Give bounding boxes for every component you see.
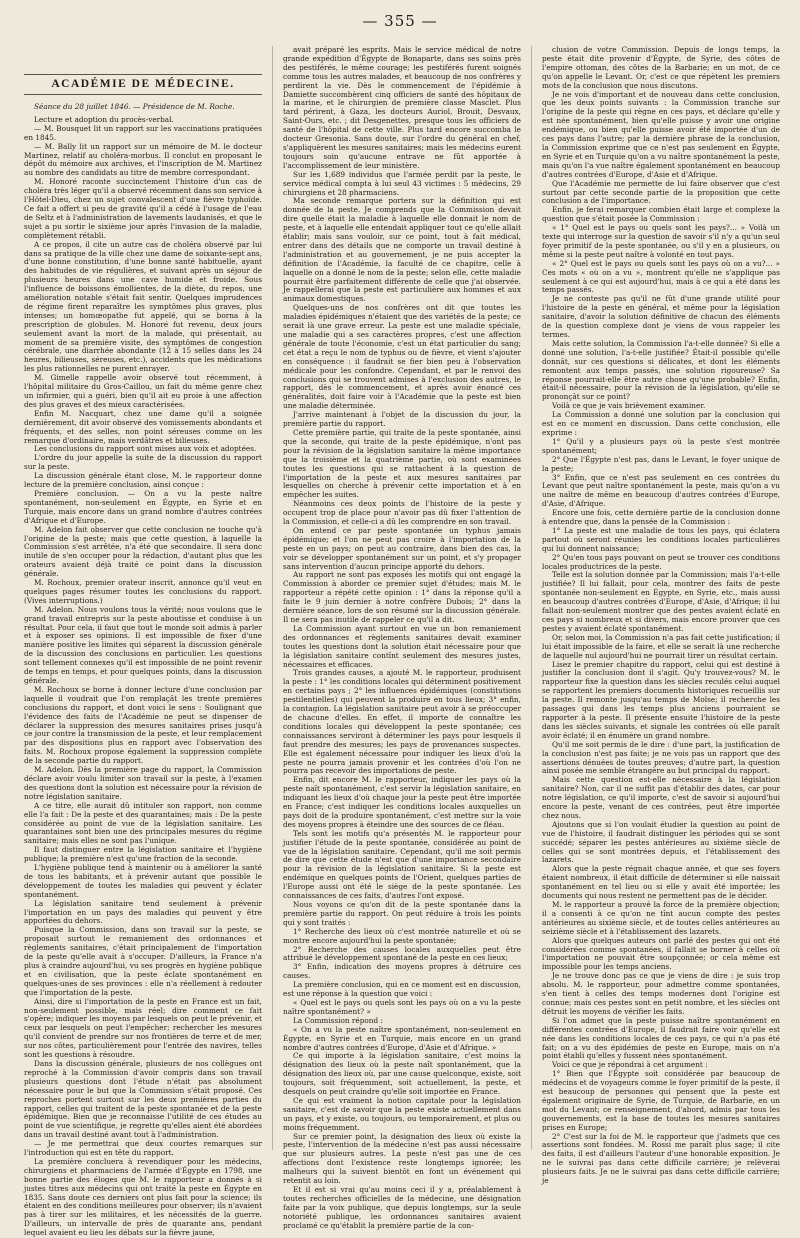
paragraph: Si l'on admet que la peste puisse naître spontanément en différentes contrées d'Europe, il faudrait faire voir qu'elle est née dans les conditions locales de ces pays, ce qui n'a pas été fait; on a vu des épidémies de peste en Europe, mais on n'a point établi qu'elles y fussent nées spontanément.	[542, 1015, 780, 1061]
column-1	[24, 46, 262, 1238]
paragraph: 3° Enfin, que ce n'est pas seulement en ces contrées du Levant que peut naître spontanément la peste, mais qu'on a vu une naître de même en beaucoup d'autres contrées d'Europe, d'Asie, d'Afrique.	[542, 472, 780, 509]
paragraph: M. Rochoux, premier orateur inscrit, annonce qu'il veut en quelques pages résumer toutes les conclusions du rapport. (Vives interruptions.)	[24, 578, 262, 605]
page-number: — 355 —	[362, 12, 438, 30]
paragraph: Telle est la solution donnée par la Commission; mais l'a-t-elle justifiée? Il lui fallait, pour cela, montrer des faits de peste spontanée non-seulement en Égypte, en Syrie, etc., mais aussi en beaucoup d'autres contrées d'Europe, d'Asie, d'Afrique; il lui fallait non-seulement montrer que des pestes avaient éclaté en ces pays si nombreux et si divers, mais encore prouver que ces pestes y avaient éclaté spontanément.	[542, 570, 780, 633]
paragraph: Lisez le premier chapitre du rapport, celui qui est destiné à justifier la conclusion dont il s'agit. Qu'y trouvez-vous? M. le rapporteur fixe la question dans les siècles reculés celui auquel se rapportent les premiers documents historiques recueillis sur la peste. Il remonte jusqu'au temps de Moïse; il recherche les passages qui dans les temps plus anciens pourraient se rapporter à la peste. Il présente ensuite l'histoire de la peste dans les siècles suivants, et signale les contrées où elle paraît avoir éclaté; il en énumère un grand nombre.	[542, 659, 780, 740]
paragraph: M. Gimelle rappelle avoir observé tout récemment, à l'hôpital militaire du Gros-Caillou, un fait du même genre chez un infirmier, qui a guéri, bien qu'il ait eu proie à une affection des plus graves et des mieux caractérisées.	[24, 373, 262, 409]
paragraph: Lecture et adoption du procès-verbal.	[34, 114, 174, 124]
paragraph: Alors que quelques auteurs ont parlé des pestes qui ont été considérées comme spontanées, il fallait se borner à celles où l'importation ne pouvait être soupçonnée; or cela même est impossible pour les temps anciens.	[542, 935, 780, 972]
paragraph: « 2° Quel est le pays ou quels sont les pays où on a vu?... » Ces mots « où on a vu », montrent qu'elle ne s'applique pas seulement à ce qui est aujourd'hui, mais à ce qui a été dans les temps passés.	[542, 258, 780, 295]
paragraph: Voilà ce que je vais brièvement examiner.	[552, 401, 706, 411]
paragraph: Encore une fois, cette dernière partie de la conclusion donne à entendre que, dans la pensée de la Commission :	[542, 508, 780, 527]
paragraph: M. Adelon. Nous voulons tous la vérité; nous voulons que le grand travail entrepris sur la peste aboutisse et conduise à un résultat. Pour cela, il faut que tout le monde soit admis à parler et à exposer ses opinions. Il est impossible de fixer d'une manière positive les limites qui séparent la discussion générale de la discussion des conclusions en particulier. Les questions sont tellement connexes qu'il est impossible de ne point revenir de temps en temps, et pour quelques points, dans la discussion générale.	[24, 604, 262, 685]
paragraph: — Je me permettrai que deux courtes remarques sur l'introduction qui est en tête du rapport.	[24, 1139, 262, 1158]
paragraph: Tels sont les motifs qu'a présentés M. le rapporteur pour justifier l'étude de la peste spontanée, considérée au point de vue de la législation sanitaire. Cependant, qu'il me soit permis de dire que cette étude n'est que d'une importance secondaire pour la révision de la législation sanitaire. Si la peste est endémique en quelques points de l'Orient, quelques parties de l'Europe aussi ont été le siège de la peste spontanée. Les connaissances de ces faits, d'autres l'ont exposé.	[283, 828, 521, 901]
paragraph: 2° Recherche des causes locales auxquelles peut être attribué le développement spontané de la peste en ces lieux;	[283, 944, 521, 963]
paragraph: — M. Bally lit un rapport sur un mémoire de M. le docteur Martinez, relatif au choléra-morbus. Il conclut en proposant le dépôt du mémoire aux archives, et l'inscription de M. Martinez au nombre des candidats au titre de membre correspondant.	[24, 141, 262, 178]
text-columns	[24, 45, 780, 1238]
paragraph: Au rapport ne sont pas exposés les motifs qui ont engagé la Commission à aborder ce premier sujet d'études; mais M. le rapporteur a répété cette opinion : 1° dans la réponse qu'il a faite le 9 juin dernier à notre confrère Dubois; 2° dans la dernière séance, lors de son résumé sur la discussion générale. Il ne sera pas inutile de rappeler ce qu'il a dit.	[283, 570, 521, 624]
paragraph: La législation sanitaire tend seulement à prévenir l'importation en un pays des maladies qui peuvent y être apportées du dehors.	[24, 898, 262, 926]
paragraph: 2° Que l'Égypte n'est pas, dans le Levant, le foyer unique de la peste;	[542, 454, 780, 473]
column-2	[283, 45, 521, 1230]
paragraph: On entend ce par peste spontanée un typhus jamais épidémique; et l'on ne peut pas croire à l'importation de la peste en un pays; on peut au contraire, dans bien des cas, la voir se développer spontanément sur un point, et s'y propager sans intervention d'aucun principe apporté du dehors.	[283, 525, 521, 571]
paragraph: La première concluera à revendiquer pour les médecins, chirurgiens et pharmaciens de l'armée d'Égypte en 1798, une bonne partie des éloges que M. le rapporteur a donnés à si justes titres aux médecins qui ont traité la peste en Égypte en 1835. Sans doute ces derniers ont plus fait pour la science; ils étaient en des conditions meilleures pour observer; ils n'avaient pas à tirer sur les militaires, et les nécessités de la guerre. D'ailleurs, un intervalle de près de quarante ans, pendant lequel avaient eu lieu les débats sur la fièvre jaune,	[24, 1156, 262, 1238]
paragraph: « On a vu la peste naître spontanément, non-seulement en Égypte, en Syrie et en Turquie, mais encore en un grand nombre d'autres contrées d'Europe, d'Asie et d'Afrique. »	[283, 1024, 521, 1052]
session-line: Séance du 28 juillet 1846. — Présidence de M. Roche.	[34, 102, 235, 111]
paragraph: Mais cette solution, la Commission l'a-t-elle donnée? Si elle a donné une solution, l'a-t-elle justifiée? Était-il possible qu'elle donnât, sur ces questions si délicates, et dont les éléments remontent aux temps passés, une solution rigoureuse? Sa réponse pourrait-elle être autre chose qu'une probable? Enfin, était-il nécessaire, pour la révision de la législation, qu'elle se prononçât sur ce point?	[542, 338, 780, 402]
paragraph: 2° C'est sur la foi de M. le rapporteur que j'admets que ces assertions sont fondées. M. Rossi me paraît plus sage; il cite des faits, il est d'ailleurs l'auteur d'une honorable exposition. Je ne le suivrai pas dans cette difficile carrière; je relèverai plusieurs faits. Je ne le suivrai pas dans cette difficile carrière; je	[542, 1131, 780, 1186]
paragraph: Ajoutons que si l'on voulait étudier la question au point de vue de l'histoire, il faudrait distinguer les périodes qui se sont succédé; séparer les pestes antérieures au sixième siècle de celles qui se sont montrées depuis, et l'établissement des lazarets.	[542, 819, 780, 865]
paragraph: Les conclusions du rapport sont mises aux voix et adoptées.	[34, 444, 257, 454]
paragraph: Et il est si vrai qu'au moins ceci il y a, préalablement à toutes recherches officielles de la médecine, une désignation faite par la voix publique, que depuis longtemps, sur la seule notoriété publique, les ordonnances sanitaires avaient proclamé ce qu'établit la première partie de la con-	[283, 1185, 521, 1230]
paragraph: Sur ce premier point, la désignation des lieux où existe la peste, l'intervention de la médecine n'est pas aussi nécessaire que sur plusieurs autres. La peste n'est pas une de ces affections dont l'existence reste longtemps ignorée; les malheurs qui la suivent bientôt en font un événement qui retentit au loin.	[283, 1131, 521, 1186]
paragraph: Je ne trouve donc pas ce que je viens de dire : je suis trop absolu. M. le rapporteur, pour admettre comme spontanées, s'en tient à celles des temps modernes dont l'origine est connue; mais ces pestes sont en petit nombre, et les siècles ont détruit les moyens de vérifier les faits.	[542, 971, 780, 1016]
paragraph: Nous voyons ce qu'on dit de la peste spontanée dans la première partie du rapport. On peut réduire à trois les points qui y sont traités :	[283, 900, 521, 927]
paragraph: La Commission répond :	[293, 1015, 383, 1025]
paragraph: Enfin, dit encore M. le rapporteur, indiquer les pays où la peste naît spontanément, c'est servir la législation sanitaire, en indiquant les lieux d'où chaque jour la peste peut être importée en France; c'est indiquer les conditions locales auxquelles un pays doit de la produire spontanément, c'est mettre sur la voie des moyens propres à éteindre une des sources de ce fléau.	[283, 775, 521, 829]
paragraph: 1° La peste est une maladie de tous les pays, qui éclatera partout où seront réunies les conditions locales particulières qui lui donnent naissance;	[542, 525, 780, 553]
section-title: ACADÉMIE DE MÉDECINE.	[24, 74, 262, 95]
paragraph: Enfin, je ferai remarquer combien était large et complexe la question que s'était posée la Commission :	[542, 205, 780, 224]
paragraph: L'hygiène publique tend à maintenir ou à améliorer la santé de tous les habitants, et à prévenir autant que possible le développement de toutes les maladies qui peuvent y éclater spontanément.	[24, 863, 262, 899]
paragraph: Mais cette question est-elle nécessaire à la législation sanitaire? Non, car il ne suffit pas d'établir des dates, car pour notre législation, ce qu'il importe, c'est de savoir si aujourd'hui encore la peste, venant de ces contrées, peut être importée chez nous.	[542, 775, 780, 820]
paragraph: Néanmoins ces deux points de l'histoire de la peste y occupent trop de place pour n'avoir pas dû fixer l'attention de la Commission, et celle-ci a dû les comprendre en son travail.	[283, 499, 521, 527]
paragraph: L'ordre du jour appelle la suite de la discussion du rapport sur la peste.	[24, 453, 262, 472]
paragraph: La Commission a donné une solution par la conclusion qui est en ce moment en discussion. Dans cette conclusion, elle exprime :	[542, 410, 780, 437]
paragraph: Ce qui est vraiment la notion capitale pour la législation sanitaire, c'est de savoir que la peste existe actuellement dans un pays, et y existe, ou toujours, ou temporairement, et plus ou moins fréquemment.	[283, 1095, 521, 1132]
paragraph: Ainsi, dire si l'importation de la peste en France est un fait, non-seulement possible, mais réel; dire comment ce fait s'opère; indiquer les moyens par lesquels on peut le prévenir, et ceux par lesquels on peut l'empêcher; rechercher les mesures qu'il convient de prendre sur nos frontières de terre et de mer, sur nos côtes, particulièrement pour l'entrée des navires, telles sont les questions à résoudre.	[24, 996, 262, 1060]
paragraph: Enfin M. Nacquart, chez une dame qu'il a soignée dernièrement, dit avoir observé des vomissements abondants et fréquents, et des selles, non point séreuses comme on les remarque d'ordinaire, mais verdâtres et bilieuses.	[24, 408, 262, 445]
column-divider	[531, 46, 532, 1150]
paragraph: M. Rochoux se borne à donner lecture d'une conclusion par laquelle il voudrait que l'on remplaçât les trente premières conclusions du rapport, et dont voici le sens : Soulignant que l'évidence des faits de l'Académie ne peut se dispenser de déclarer la suppression des mesures sanitaires prises jusqu'à ce jour contre la transmission de la peste, et leur remplacement par des dispositions plus en rapport avec l'observation des faits. M. Rochoux propose également la suppression complète de la seconde partie du rapport.	[24, 684, 262, 766]
paragraph: Il faut distinguer entre la législation sanitaire et l'hygiène publique; la première n'est qu'une fraction de la seconde.	[24, 845, 262, 864]
paragraph: Or, selon moi, la Commission n'a pas fait cette justification; il lui était impossible de la faire, et elle se serait là une recherche de laquelle nul aujourd'hui ne pourrait tirer un résultat certain.	[542, 632, 780, 660]
paragraph: Quelques-uns de nos confrères ont dit que toutes les maladies épidémiques n'étaient que des variétés de la peste; ce serait là une grave erreur. La peste est une maladie spéciale, une maladie qui a ses caractères propres, c'est une affection générale de toute l'économie, c'est un état particulier du sang; cet état a reçu le nom de typhus ou de fièvre, et vient s'ajouter en conséquence : il faudrait se fier bien peu à l'observation médicale pour les confondre. Cependant, et par le renvoi des conclusions qui se trouvent admises à l'exclusion des autres, le rapport, dès le commencement, et après avoir énoncé ces généralités, doit faire voir à l'Académie que la peste est bien une maladie déterminée.	[283, 303, 521, 411]
paragraph: La discussion générale étant close, M. le rapporteur donne lecture de la première conclusion, ainsi conçue :	[24, 471, 262, 490]
paragraph: Qu'il me soit permis de le dire : d'une part, la justification de la conclusion n'est pas faite; je ne vois pas un rapport que des assertions dénuées de toutes preuves; d'autre part, la question ainsi posée me semble étrangère au but principal du rapport.	[542, 739, 780, 776]
paragraph: 3° Enfin, indication des moyens propres à détruire ces causes.	[283, 962, 521, 981]
paragraph: « 1° Quel est le pays ou quels sont les pays?... » Voilà un texte qui interroge sur la question de savoir s'il n'y a qu'un seul foyer primitif de la peste spontanée, ou s'il y en a plusieurs, ou même si la peste peut naître à volonté en tout pays.	[542, 223, 780, 259]
paragraph: Première conclusion. — On a vu la peste naître spontanément, non-seulement en Égypte, en Syrie et en Turquie, mais encore dans un grand nombre d'autres contrées d'Afrique et d'Europe.	[24, 488, 262, 525]
paragraph: Dans la discussion générale, plusieurs de nos collègues ont reproché à la Commission d'avoir compris dans son travail plusieurs questions dont l'étude n'était pas absolument nécessaire pour le but que la Commission s'était proposé. Ces reproches portent surtout sur les deux premières parties du rapport, celles qui traitent de la peste spontanée et de la peste épidémique. Bien que je reconnaisse l'utilité de ces études au point de vue scientifique, je regrette qu'elles aient été abordées dans un travail destiné avant tout à l'administration.	[24, 1058, 262, 1140]
paragraph: 1° Bien que l'Égypte soit considérée par beaucoup de médecins et de voyageurs comme le foyer primitif de la peste, il est beaucoup de personnes qui pensent que la peste est également originaire de Syrie, de Turquie, de Barbarie, en un mot du Levant; ce renseignement, d'abord, admis par tous les gouvernements, est la base de toutes les mesures sanitaires prises en Europe;	[542, 1069, 780, 1132]
paragraph: Puisque la Commission, dans son travail sur la peste, se proposait surtout le remaniement des ordonnances et règlements sanitaires, c'était principalement de l'importation de la peste qu'elle avait à s'occuper. D'ailleurs, la France n'a plus à craindre aujourd'hui, vu ses progrès en hygiène publique et en civilisation, que la peste éclate spontanément en quelques-unes de ses provinces : elle n'a réellement à redouter que l'importation de la peste.	[24, 925, 262, 997]
paragraph: Sur les 1,689 individus que l'armée perdit par la peste, le service médical compta à lui seul 43 victimes : 5 médecins, 29 chirurgiens et 28 pharmaciens.	[283, 169, 521, 197]
paragraph: Ce qui importe à la législation sanitaire, c'est moins la désignation des lieux où la peste naît spontanément, que la désignation des lieux où, par une cause quelconque, existe, soit toujours, soit fréquemment, soit actuellement, la peste, et desquels on peut craindre qu'elle soit importée en France.	[283, 1051, 521, 1097]
paragraph: A ce propos, il cite un autre cas de choléra observé par lui dans sa pratique de la ville chez une dame de soixante-sept ans, d'une bonne constitution, d'une bonne santé habituelle, ayant des habitudes de vie régulières, et suivant après un séjour de plusieurs heures dans une cave humide et froide. Sous l'influence de boissons émollientes, de la diète, du repos, une amélioration notable s'était fait sentir. Quelques imprudences de régime firent reparaître les symptômes plus graves, plus intenses; un homœopathe fut appelé, qui se borna à la prescription de globules. M. Honoré fut revenu, deux jours seulement avant la mort de la malade, qui présentait, au moment de sa première visite, des symptômes de congestion cérébrale, une diarrhée abondante (12 à 15 selles dans les 24 heures, bilieuses, séreuses, etc.), accidents que les médications les plus rationnelles ne purent enrayer.	[24, 239, 262, 374]
column-3	[542, 45, 780, 1186]
paragraph: J'arrive maintenant à l'objet de la discussion du jour, la première partie du rapport.	[283, 410, 521, 429]
paragraph: A ce titre, elle aurait dû intituler son rapport, non comme elle l'a fait : De la peste et des quarantaines; mais : De la peste considérée au point de vue de la législation sanitaire. Les quarantaines sont bien une des principales mesures du régime sanitaire; mais elles ne sont pas l'unique.	[24, 800, 262, 846]
paragraph: M. Adelon. Dès la première page du rapport, la Commission déclare avoir voulu limiter son travail sur la peste, à l'examen des questions dont la solution est nécessaire pour la révision de notre législation sanitaire.	[24, 765, 262, 801]
paragraph: Alors que la peste régnait chaque année, et que ses foyers étaient nombreux, il était difficile de déterminer si elle naissait spontanément en tel lieu ou si elle y avait été importée; les documents qui nous restent ne permettent pas de le décider.	[542, 864, 780, 901]
paragraph: M. Honoré raconte succinctement l'histoire d'un cas de choléra très léger qu'il a observé récemment dans son service à l'Hôtel-Dieu, chez un sujet convalescent d'une fièvre typhoïde. Ce fait a offert si peu de gravité qu'il a cédé à l'usage de l'eau de Seltz et à l'administration de lavements laudanisés, et que le sujet a pu sortir le sixième jour après l'invasion de la maladie, complètement rétabli.	[24, 177, 262, 240]
paragraph: M. Adelon fait observer que cette conclusion ne touche qu'à l'origine de la peste; mais que cette question, à laquelle la Commission s'est arrêtée, n'a été que secondaire. Il sera donc inutile de s'en occuper pour la rédaction, d'autant plus que les orateurs avaient déjà traité ce point dans la discussion générale.	[24, 524, 262, 579]
paragraph: « Quel est le pays ou quels sont les pays où on a vu la peste naître spontanément? »	[283, 997, 521, 1016]
paragraph: — M. Bousquet lit un rapport sur les vaccinations pratiquées en 1845.	[24, 123, 262, 142]
paragraph: 2° Qu'en tous pays pouvant on peut se trouver ces conditions locales productrices de la peste.	[542, 552, 780, 571]
paragraph: clusion de votre Commission. Depuis de longs temps, la peste était dite provenir d'Égypte, de Syrie, des côtes de l'empire ottoman, des côtes de la Barbarie; en un mot, de ce qu'on appelle le Levant. Or, c'est ce que répètent les premiers mots de la conclusion que nous discutons.	[542, 45, 780, 90]
paragraph: Trois grandes causes, a ajouté M. le rapporteur, produisent la peste : 1° les conditions locales qui déterminent positivement en certains pays ; 2° les influences épidémiques (constitutions pestilentielles) qui peuvent la produire en tous lieux; 3° enfin, la contagion. La législation sanitaire peut avoir à se préoccuper de chacune d'elles. En effet, il importe de connaître les conditions locales qui développent la peste spontanée; ces connaissances serviront à déterminer les pays pour lesquels il faut prendre des mesures; les pays de provenances suspectes. Elle est également nécessaire pour indiquer les lieux d'où la peste ne pourra jamais provenir et les contrées d'où l'on ne pourra pas recevoir des importations de peste.	[283, 668, 521, 776]
paragraph: Ma seconde remarque portera sur la définition qui est donnée de la peste. Je comprends que la Commission devait dire quelle était la maladie à laquelle elle donnait le nom de peste, et à laquelle elle entendait appliquer tout ce qu'elle allait établir; mais sans vouloir, sur ce point, tout à fait médical, entrer dans des détails que ne comporte un travail destiné à l'administration et au gouvernement, je ne puis accepter la définition de l'Académie, la faculté de ce chapitre, celle à laquelle on a donné le nom de la peste; selon elle, cette maladie pourrait être parfaitement différente de celle que j'ai observée. Je rappellerai que la peste est particulière aux hommes et aux animaux domestiques.	[283, 196, 521, 304]
paragraph: avait préparé les esprits. Mais le service médical de notre grande expédition d'Égypte de Bonaparte, dans ses soins près des pestiférés, le même courage; les pestiférés furent soignés comme tous les autres malades, et beaucoup de nos confrères y perdirent la vie. Dès le commencement de l'épidémie à Damiette succombèrent cinq officiers de santé des hôpitaux de la marine, et le chirurgien de première classe Masclet. Plus tard périrent, à Gaza, les docteurs Auriol, Brouit, Desvaux, Saint-Ours, etc. ; dit Desgenettes, presque tous les officiers de santé de l'hôpital de cette ville. Plus tard encore succomba le docteur Gresonia. Sans doute, sur l'ordre du général en chef, s'appliquèrent les mesures sanitaires; mais les médecins eurent toujours soin qu'aucune entrave ne fût apportée à l'accomplissement de leur ministère.	[283, 45, 521, 170]
paragraph: La Commission ayant surtout en vue un bon remaniement des ordonnances et règlements sanitaires devait examiner toutes les questions dont la solution était nécessaire pour que la législation sanitaire contînt seulement des mesures justes, nécessaires et efficaces.	[283, 623, 521, 669]
column-divider	[272, 46, 273, 1150]
paragraph: La première conclusion, qui en ce moment est en discussion, est une réponse à la question que voici :	[283, 980, 521, 999]
paragraph: 1° Qu'il y a plusieurs pays où la peste s'est montrée spontanément;	[542, 436, 780, 455]
paragraph: Je ne vois d'important et de nouveau dans cette conclusion, que les deux points suivants : la Commission tranche sur l'origine de la peste qui règne en ces pays, et déclare qu'elle y est née spontanément, bien qu'elle puisse y avoir une origine endémique, ou bien qu'elle puisse avoir été importée d'un de ces pays dans l'autre; par la dernière phrase de la conclusion, la Commission exprime que ce n'est pas seulement en Égypte, en Syrie et en Turquie qu'on a vu naître spontanément la peste, mais qu'on l'a vue naître également spontanément en beaucoup d'autres contrées d'Europe, d'Asie et d'Afrique.	[542, 89, 780, 179]
paragraph: Cette première partie, qui traite de la peste spontanée, ainsi que la seconde, qui traite de la peste épidémique, n'ont pas pour la révision de la législation sanitaire la même importance que la troisième et la quatrième partie, où sont examinées toutes les questions qui se rattachent à la question de l'importation de la peste et aux mesures sanitaires par lesquelles on cherche à prévenir cette importation et à en empêcher les suites.	[283, 427, 521, 500]
paragraph: Je ne conteste pas qu'il ne fût d'une grande utilité pour l'histoire de la peste en général, et même pour la législation sanitaire, d'avoir la solution définitive de chacun des éléments de la question complexe dont je viens de vous rappeler les termes.	[542, 294, 780, 339]
paragraph: 1° Recherche des lieux où c'est montrée naturelle et où se montre encore aujourd'hui la peste spontanée;	[283, 926, 521, 945]
paragraph: Voici ce que je répondrai à cet argument :	[552, 1060, 708, 1070]
paragraph: M. le rapporteur a prouvé la force de la première objection; il a consenti à ce qu'on ne tînt aucun compte des pestes antérieures au sixième siècle, et de toutes celles antérieures au seizième siècle et à l'établissement des lazarets.	[542, 900, 780, 936]
paragraph: Que l'Académie me permette de lui faire observer que c'est surtout par cette seconde partie de la proposition que cette conclusion a de l'importance.	[542, 178, 780, 206]
